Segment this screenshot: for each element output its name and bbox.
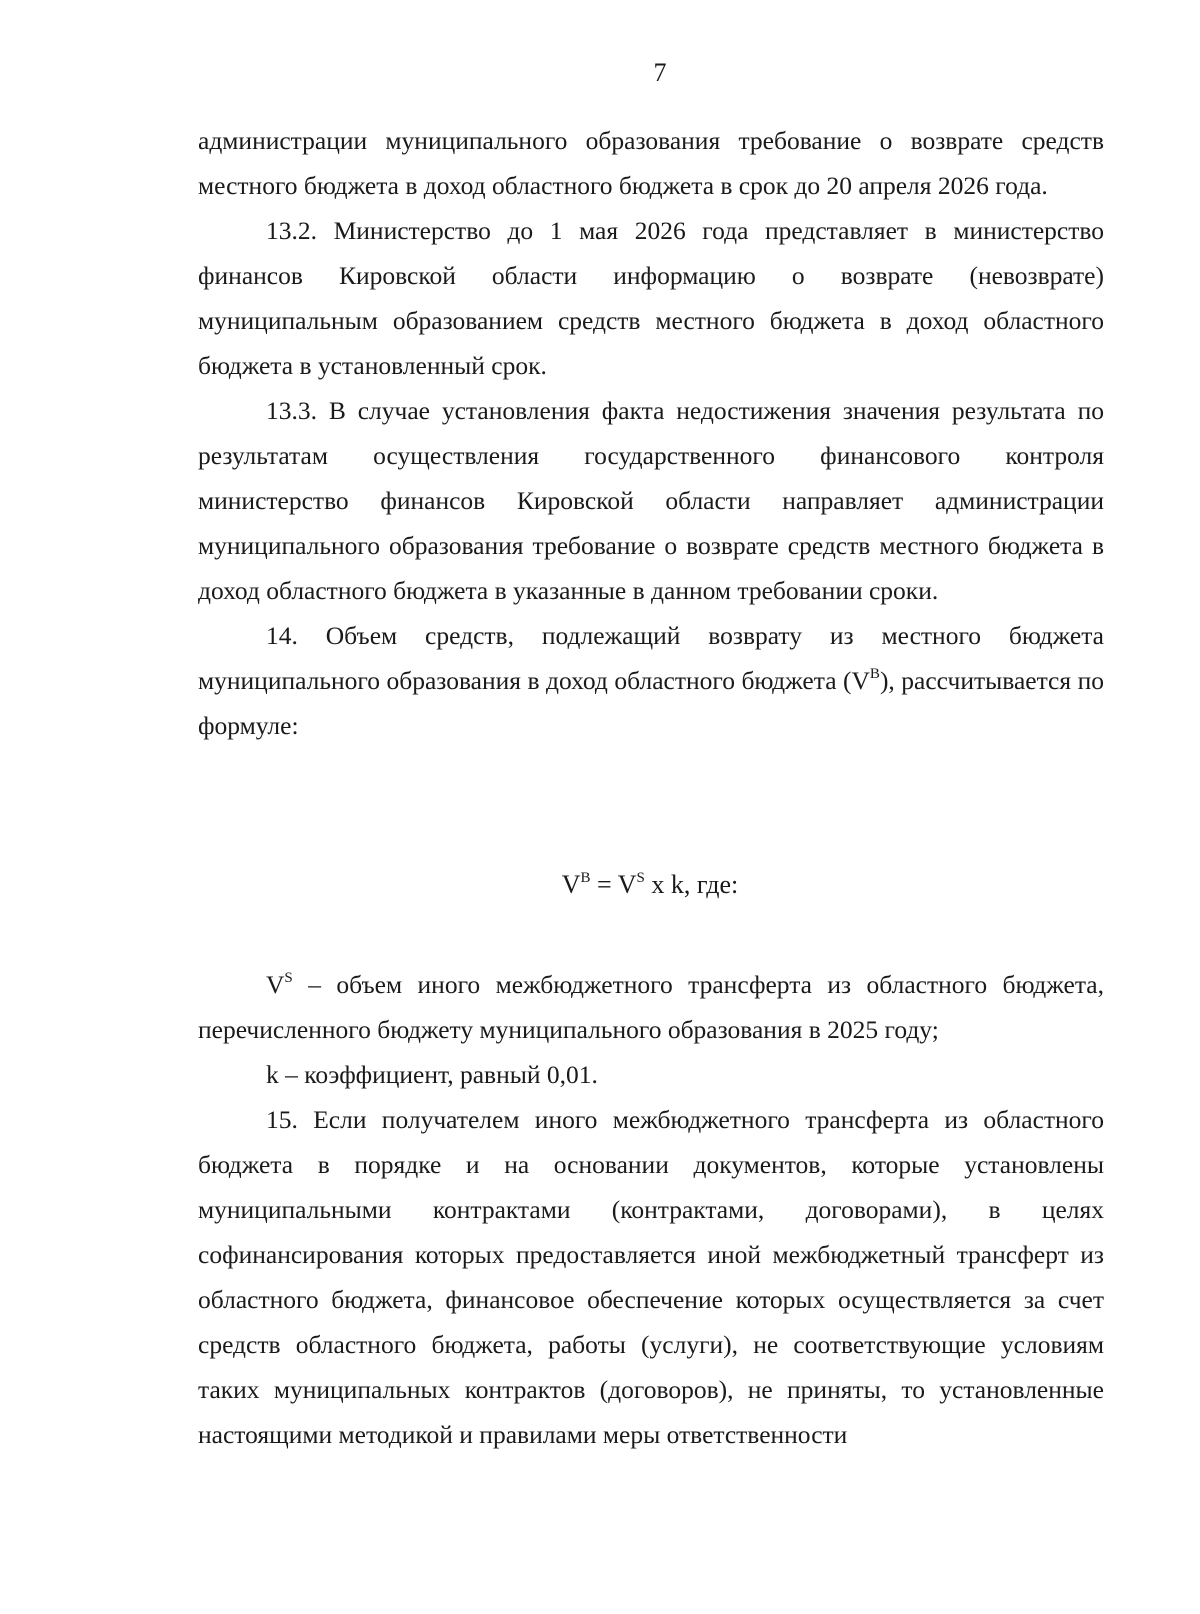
formula-sup-b: B	[580, 870, 591, 886]
formula-eq: = V	[590, 870, 637, 899]
paragraph-13-3: 13.3. В случае установления факта недостижения значения результата по результатам осуществления государственного финансового контроля министерство финансов Кировской области направляет администрации муниципального образования требование о возврате средств местного бюджета в доход областного бюджета в указанные в данном требовании сроки.	[198, 396, 1104, 605]
definition-vs-symbol: V	[266, 970, 285, 999]
definition-k: k – коэффициент, равный 0,01.	[266, 1060, 598, 1089]
text-block-top	[198, 118, 1104, 748]
formula	[0, 870, 1200, 900]
text-block-definitions	[198, 962, 1104, 1457]
paragraph-14-text: 14. Объем средств, подлежащий возврату из местного бюджета муниципального образования в доход областного бюджета (V	[198, 621, 1104, 695]
paragraph-15: 15. Если получателем иного межбюджетного трансферта из областного бюджета в порядке и на основании документов, которые установлены муниципальными контрактами (контрактами, договорами), в целях софинансирования которых предоставляется иной межбюджетный трансферт из областного бюджета, финансовое обеспечение которых осуществляется за счет средств областного бюджета, работы (услуги), не соответствующие условиям таких муниципальных контрактов (договоров), не приняты, то установленные настоящими методикой и правилами меры ответственности	[198, 1105, 1104, 1449]
page-number: 7	[653, 58, 667, 87]
formula-v: V	[561, 870, 581, 899]
paragraph-14-superscript: B	[869, 666, 880, 682]
definition-vs-text: – объем иного межбюджетного трансферта из областного бюджета, перечисленного бюджету муниципального образования в 2025 году;	[198, 970, 1104, 1044]
definition-vs	[198, 962, 1104, 1052]
paragraph-14-tail: ), рассчитывается по формуле:	[198, 666, 1104, 740]
paragraph-continuation: администрации муниципального образования требование о возврате средств местного бюджета в доход областного бюджета в срок до 20 апреля 2026 года.	[198, 126, 1104, 200]
formula-rest: x k, где:	[644, 870, 739, 899]
paragraph-14	[198, 613, 1104, 748]
formula-sup-s: S	[636, 870, 645, 886]
paragraph-13-2: 13.2. Министерство до 1 мая 2026 года представляет в министерство финансов Кировской области информацию о возврате (невозврате) муниципальным образованием средств местного бюджета в доход областного бюджета в установленный срок.	[198, 216, 1104, 380]
definition-vs-superscript: S	[284, 970, 293, 986]
